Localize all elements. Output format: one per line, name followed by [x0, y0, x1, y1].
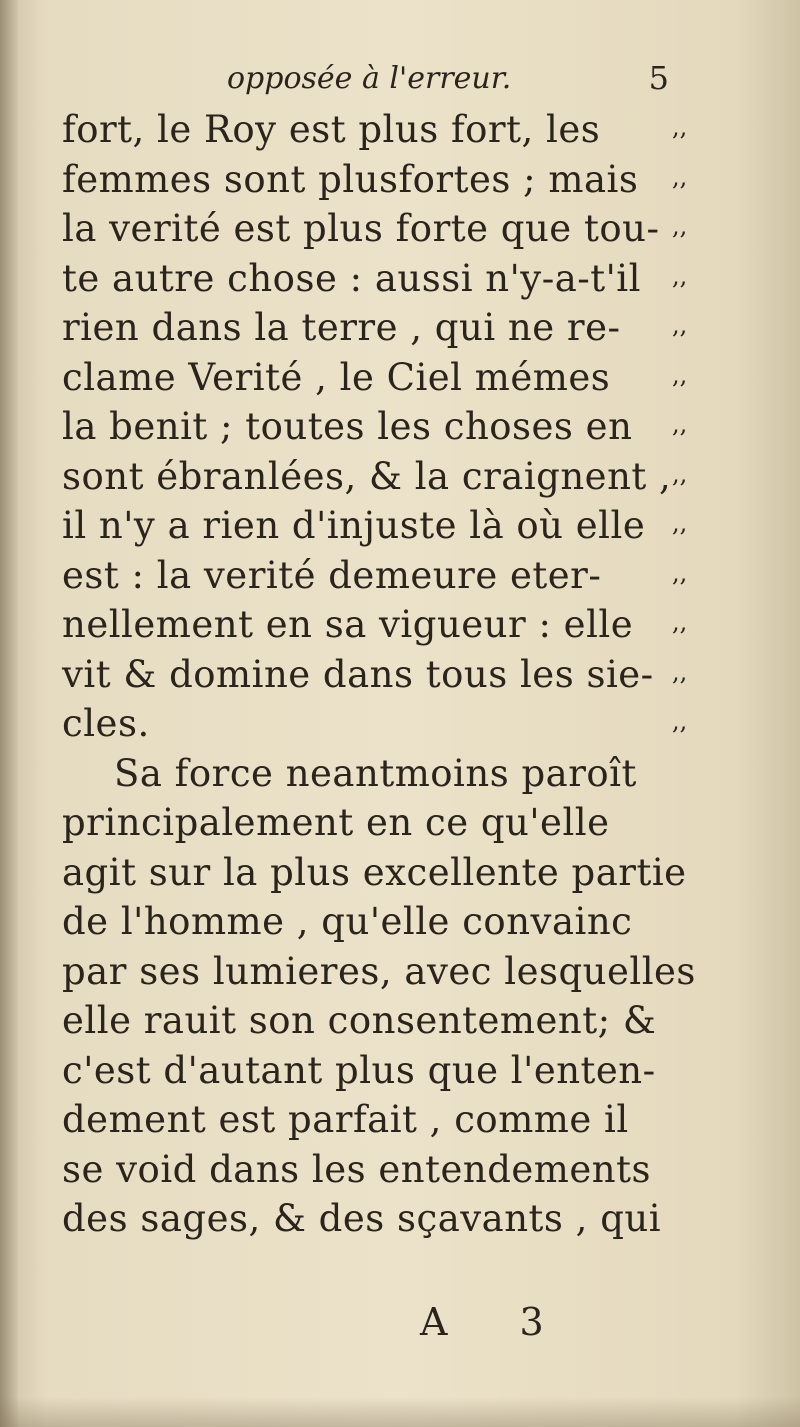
text-line: la benit ; toutes les choses en: [62, 405, 633, 448]
quote-mark: ,,: [672, 311, 688, 339]
quote-mark: ,,: [672, 459, 688, 488]
text-line: sont ébranlées, & la craignent ,: [62, 454, 672, 498]
text-line: des sages, & des sçavants , qui: [62, 1197, 662, 1240]
page-number: 5: [648, 59, 669, 97]
paragraph-1: [62, 105, 687, 749]
text-line: principalement en ce qu'elle: [62, 801, 610, 844]
text-line: se void dans les entendements: [62, 1147, 651, 1191]
text-line: te autre chose : aussi n'y-a-t'il: [62, 256, 641, 300]
quote-mark: ,,: [672, 509, 688, 537]
text-line: fort, le Roy est plus fort, les: [62, 108, 601, 151]
quote-mark: ,,: [672, 360, 688, 389]
text-line: Sa force neantmoins paroît: [114, 751, 637, 795]
text-line: nellement en sa vigueur : elle: [62, 603, 634, 646]
text-line: cles.: [62, 702, 150, 745]
page-text: [62, 55, 696, 1244]
quote-mark: ,,: [672, 608, 688, 636]
text-line: vit & domine dans tous les sie-: [62, 652, 654, 696]
text-line: clame Verité , le Ciel mémes: [62, 355, 611, 399]
text-line: rien dans la terre , qui ne re-: [62, 306, 621, 349]
quote-mark: ,,: [672, 113, 688, 141]
text-line: de l'homme , qu'elle convainc: [62, 900, 633, 943]
quote-mark: ,,: [672, 707, 688, 735]
text-line: agit sur la plus excellente partie: [62, 850, 687, 894]
binding-shadow: [0, 0, 18, 1427]
signature-mark: A 3: [420, 1300, 574, 1344]
running-title: opposée à l'erreur.: [227, 61, 512, 96]
quote-mark: ,,: [672, 558, 688, 587]
text-line: c'est d'autant plus que l'enten-: [62, 1048, 656, 1092]
text-line: est : la verité demeure eter-: [62, 553, 602, 597]
page-bottom-edge: [0, 1397, 800, 1427]
quote-mark: ,,: [672, 657, 688, 686]
quotation-marks-column: [672, 105, 732, 749]
quote-mark: ,,: [672, 410, 688, 438]
text-line: elle rauit son consentement; &: [62, 999, 657, 1042]
quote-mark: ,,: [672, 212, 688, 240]
text-line: il n'y a rien d'injuste là où elle: [62, 504, 646, 547]
quote-mark: ,,: [672, 261, 688, 290]
quote-mark: ,,: [672, 162, 688, 191]
running-header: [62, 55, 687, 105]
text-line: dement est parfait , comme il: [62, 1098, 629, 1141]
paragraph-2: [62, 749, 696, 1244]
text-line: la verité est plus forte que tou-: [62, 207, 660, 250]
text-line: par ses lumieres, avec lesquelles: [62, 949, 696, 993]
text-line: femmes sont plusfortes ; mais: [62, 157, 639, 201]
